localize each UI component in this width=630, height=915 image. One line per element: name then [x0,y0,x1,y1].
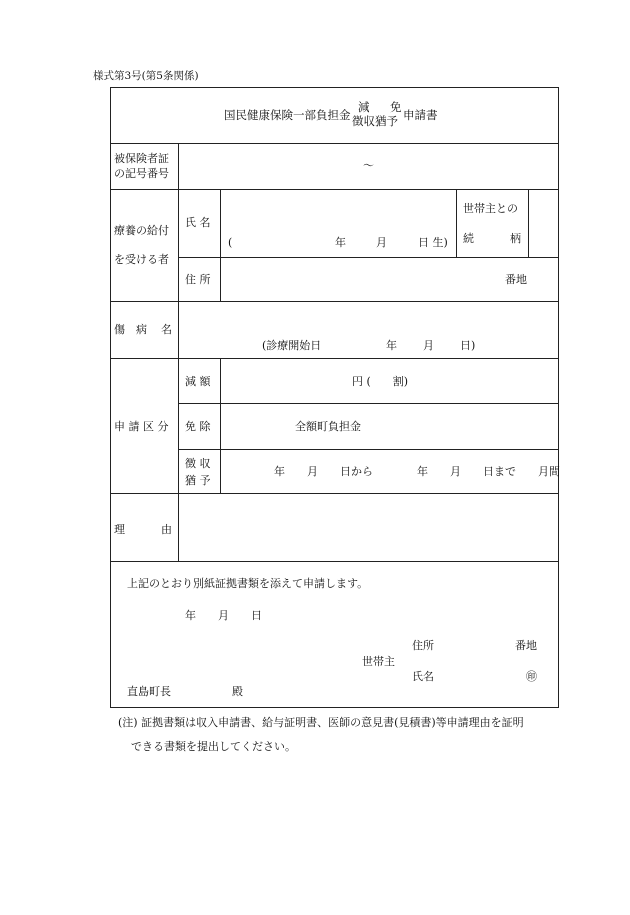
note-line-1: (注) 証拠書類は収入申請書、給与証明書、医師の意見書(見積書)等申請理由を証明 [118,716,524,729]
note-line-2: できる書類を提出してください。 [131,740,296,753]
illness-label-b: 病 [136,323,147,336]
exemption-value: 全額町負担金 [295,420,361,433]
birth-day: 日 生) [418,236,448,249]
relation-label-a: 続 [463,232,474,245]
birth-year: 年 [335,236,346,249]
reason-label-a: 理 [114,523,125,536]
column-divider [220,358,221,493]
illness-label-a: 傷 [114,323,125,336]
row-divider [178,449,559,450]
deferral-period: 年 月 日から 年 月 日まで 月間 [274,465,560,478]
form-number: 様式第3号(第5条関係) [93,70,199,82]
birth-month: 月 [376,236,387,249]
treatment-start-month: 月 [423,339,434,352]
name-label: 氏 名 [185,216,211,229]
reduction-value: 円 ( 割) [352,375,409,388]
insured-number-separator[interactable]: ～ [363,159,374,172]
exemption-label: 免 除 [185,420,211,433]
deferral-label: 徴 収 [185,457,211,470]
application-date: 年 月 日 [185,609,262,622]
column-divider [456,189,457,257]
deferral-label-2: 猶 予 [185,474,211,487]
column-divider [220,189,221,301]
application-category-label: 申 請 区 分 [114,420,169,433]
addressee: 直島町長 [127,685,171,698]
relation-label-b: 柄 [510,232,521,245]
treatment-start-day: 日) [460,339,476,352]
form-title-reduction: 減 [358,100,370,114]
form-title-suffix: 申請書 [403,108,438,122]
declaration-statement: 上記のとおり別紙証拠書類を添えて申請します。 [127,577,369,590]
insured-number-label: 被保険者証 [114,152,169,165]
recipient-label: 療養の給付 [114,224,169,237]
seal-mark: ㊞ [526,670,537,683]
recipient-label-2: を受ける者 [114,253,169,266]
honorific: 殿 [232,685,243,698]
form-title-deferral: 徴収猶予 [352,114,398,128]
address-label: 住 所 [185,273,211,286]
birth-open-paren: ( [228,236,233,249]
column-divider [178,143,179,561]
illness-label-c: 名 [161,323,172,336]
row-divider [110,561,559,562]
reason-label-b: 由 [161,523,172,536]
applicant-address-label: 住所 [412,639,434,652]
treatment-start-year: 年 [386,339,397,352]
form-title-exemption: 免 [390,100,402,114]
reduction-label: 減 額 [185,375,211,388]
address-suffix: 番地 [505,273,527,286]
row-divider [178,403,559,404]
form-title-prefix: 国民健康保険一部負担金 [224,108,351,122]
relation-label: 世帯主との [463,202,518,215]
row-divider [178,257,559,258]
applicant-name-label: 氏名 [412,670,434,683]
applicant-address-suffix: 番地 [515,639,537,652]
insured-number-label-2: の記号番号 [114,167,169,180]
treatment-start-label: (診療開始日 [262,339,322,352]
householder-label: 世帯主 [362,655,395,668]
column-divider [528,189,529,257]
